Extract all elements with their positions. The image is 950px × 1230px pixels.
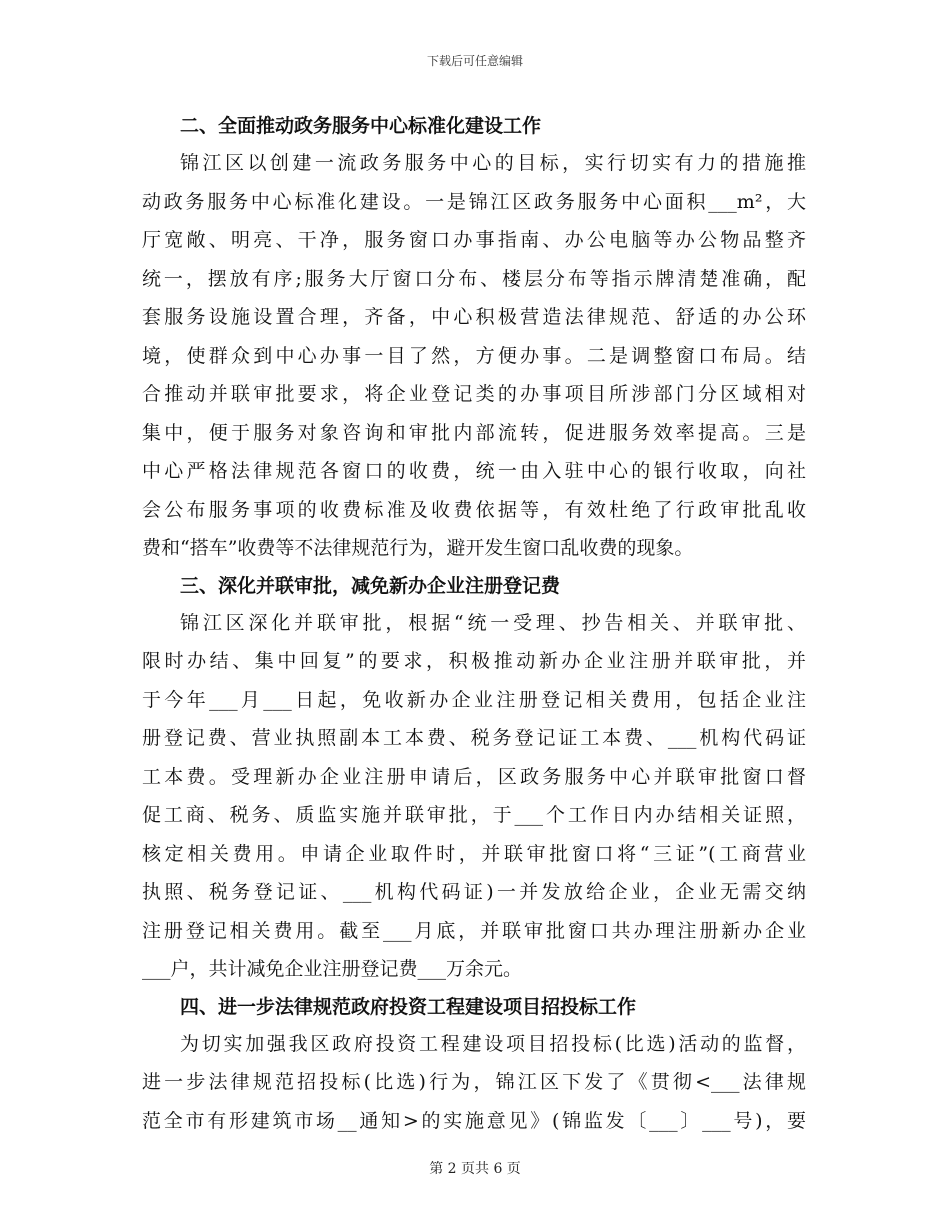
section-heading: 三、深化并联审批，减免新办企业注册登记费 xyxy=(180,574,561,597)
section-paragraph xyxy=(142,144,806,568)
text-line: 锦江区深化并联审批，根据“统一受理、抄告相关、并联审批、 xyxy=(180,611,806,634)
text-line: 促工商、税务、质监实施并联审批，于___个工作日内办结相关证照， xyxy=(142,804,806,826)
text-line: 执照、税务登记证、___机构代码证)一并发放给企业，企业无需交纳 xyxy=(142,881,806,903)
section-heading: 四、进一步法律规范政府投资工程建设项目招投标工作 xyxy=(180,995,637,1018)
text-line: 中心严格法律规范各窗口的收费，统一由入驻中心的银行收取，向社 xyxy=(142,460,806,482)
text-line: ___户，共计减免企业注册登记费___万余元。 xyxy=(142,958,523,980)
text-line: 注册登记相关费用。截至___月底，并联审批窗口共办理注册新办企业 xyxy=(142,919,806,942)
section-heading: 二、全面推动政务服务中心标准化建设工作 xyxy=(180,115,542,137)
text-line: 于今年___月___日起，免收新办企业注册登记相关费用，包括企业注 xyxy=(142,688,806,711)
text-line: 限时办结、集中回复”的要求，积极推动新办企业注册并联审批，并 xyxy=(142,650,806,672)
text-line: 套服务设施设置合理，齐备，中心积极营造法律规范、舒适的办公环 xyxy=(142,306,806,328)
text-line: 合推动并联审批要求，将企业登记类的办事项目所涉部门分区域相对 xyxy=(142,383,806,405)
text-line: 核定相关费用。申请企业取件时，并联审批窗口将“三证”(工商营业 xyxy=(142,842,806,865)
text-line: 锦江区以创建一流政务服务中心的目标，实行切实有力的措施推 xyxy=(180,152,806,174)
section-paragraph xyxy=(142,1025,806,1141)
page-footer: 第 2 页共 6 页 xyxy=(429,1161,521,1177)
text-line: 工本费。受理新办企业注册申请后，区政务服务中心并联审批窗口督 xyxy=(142,765,806,788)
text-line: 统一，摆放有序;服务大厅窗口分布、楼层分布等指示牌清楚准确，配 xyxy=(142,267,806,290)
text-line: 境，使群众到中心办事一目了然，方便办事。二是调整窗口布局。结 xyxy=(142,344,806,367)
text-line: 厅宽敞、明亮、干净，服务窗口办事指南、办公电脑等办公物品整齐 xyxy=(142,229,806,251)
text-line: 为切实加强我区政府投资工程建设项目招投标(比选)活动的监督， xyxy=(180,1032,806,1055)
text-line: 进一步法律规范招投标(比选)行为，锦江区下发了《贯彻<___法律规 xyxy=(142,1071,806,1093)
section-paragraph xyxy=(142,604,806,989)
text-line: 会公布服务事项的收费标准及收费依据等，有效杜绝了行政审批乱收 xyxy=(142,498,806,521)
text-line: 范全市有形建筑市场__通知>的实施意见》(锦监发〔___〕___号)，要 xyxy=(142,1109,806,1132)
text-line: 动政务服务中心标准化建设。一是锦江区政务服务中心面积___m²，大 xyxy=(142,190,806,213)
text-line: 费和“搭车”收费等不法律规范行为，避开发生窗口乱收费的现象。 xyxy=(142,537,694,559)
text-line: 册登记费、营业执照副本工本费、税务登记证工本费、___机构代码证 xyxy=(142,727,806,749)
text-line: 集中，便于服务对象咨询和审批内部流转，促进服务效率提高。三是 xyxy=(142,421,806,444)
document-body xyxy=(142,108,806,1140)
page-header: 下载后可任意编辑 xyxy=(426,54,523,68)
